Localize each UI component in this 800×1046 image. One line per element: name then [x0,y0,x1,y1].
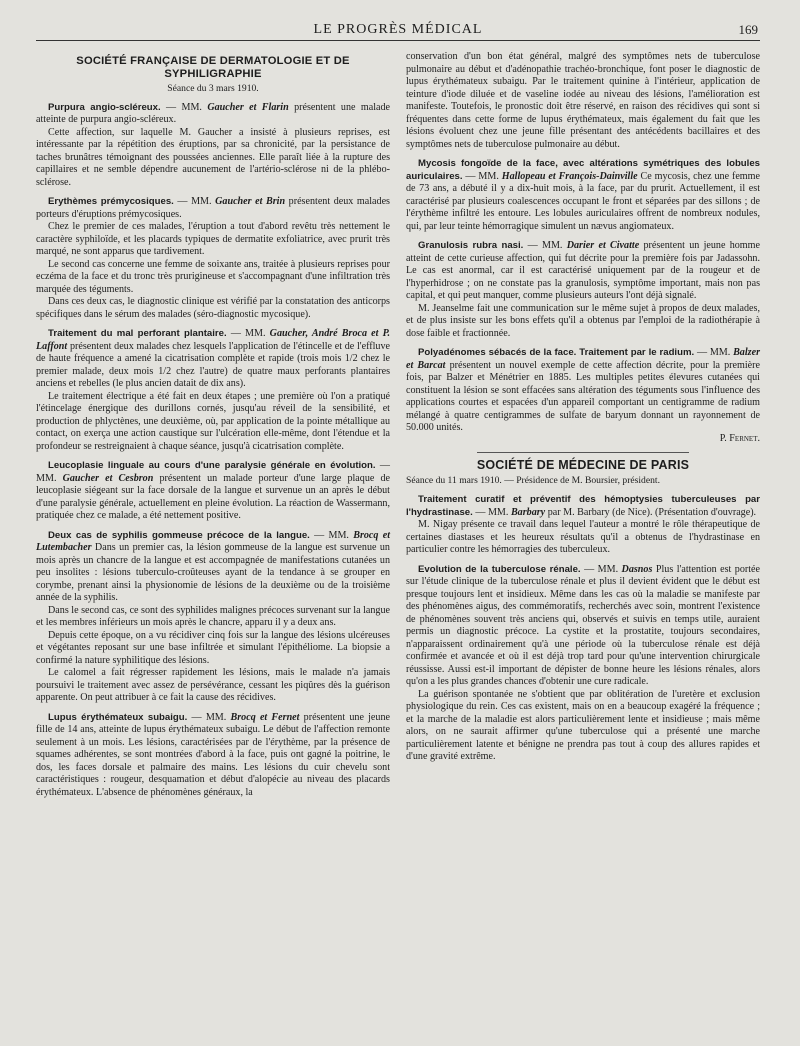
article-title: Leucoplasie linguale au cours d'une paralysie générale en évolution. [48,460,376,471]
article-paragraph: Erythèmes prémycosiques. — MM. Gaucher et Brin présentent deux malades porteurs d'éruptions prémycosiques. [36,196,390,220]
society-title: SOCIÉTÉ FRANÇAISE DE DERMATOLOGIE ET DE SYPHILIGRAPHIE [76,55,350,80]
article-paragraph: Deux cas de syphilis gommeuse précoce de la langue. — MM. Brocq et Lutembacher Dans un premier cas, la lésion gommeuse de la langue est survenue un mois après un chancre de la langue et est accompagnée de manifestations cutanées un peu insolites : lésions tuberculo-croûteuses ayant de la tendance à se grouper en corymbe, prenant ainsi la physionomie de lésions de la deuxième ou de la troisième année de la syphilis. [36,529,391,603]
paragraph-text: Dans le second cas, ce sont des syphilides malignes précoces survenant sur la langue et les membres inférieurs un mois après le chancre, apparu il y a deux ans. [36,604,390,628]
paragraph-text: Chez le premier de ces malades, l'éruption a tout d'abord revêtu très nettement le caractère syphiloïde, et les placards typiques de dermatite exfoliatrice, avec prurit très marqué, ne sont apparus que tardivement. [36,221,390,257]
article-entry [36,328,390,453]
continuation-text: conservation d'un bon état général, malgré des symptômes nets de tuberculose pulmonaire au début et d'adénopathie trachéo-bronchique, font poser le diagnostic de lupus érythémateux subaigu. Par le traitement quinine à l'intérieur, application de teinture d'iode diluée et de vaseline iodée au niveau des lésions, l'amélioration est manifeste. Toutefois, le pronostic doit être réservé, en raison des récidives qui sont si fréquentes dans cette forme de lupus érythémateux, mais également du fait que les lésions évoluent chez une jeune fille présentant des antécédents bacillaires et des symptômes nets de tuberculose pulmonaire au début. [406,51,760,150]
paragraph-text: présentent un nouvel exemple de cette affection décrite, pour la première fois, par Balzer et Ménétrier en 1885. Les multiples petites élevures cutanées qui constituent la lésion se sont effacées sans altération des téguments sous l'influence des applications courtes et espacées d'un appareil comportant un centigramme de radium mélangé à quatre centigrammes de sulfate de baryum donnant un rayonnement de 50.000 unités. [406,359,760,433]
session-date: Séance du 3 mars 1910. [167,83,259,94]
article-authors: Gaucher, André Broca et P. Laffont [36,328,390,352]
article-paragraph: Traitement du mal perforant plantaire. — MM. Gaucher, André Broca et P. Laffont présentent deux malades chez lesquels l'application de l'étincelle et de l'effluve de haute fréquence a amené la cicatrisation complète et rapide (trois mois 1/2 chez le premier malade, deux mois 1/2 chez l'autre) de quatre maux perforants plantaires anciens et rebelles (le plus ancien datait de dix ans). [36,328,391,389]
article-title: Lupus érythémateux subaigu. [48,711,188,723]
left-column [36,51,390,806]
article-paragraph [36,259,390,297]
paragraph-text: M. Jeanselme fait une communication sur le même sujet à propos de deux malades, et de plus insiste sur les bons effets qu'il a obtenus par l'emploi de la radiothérapie à dose faible et fractionnée. [406,302,760,339]
society2-title: SOCIÉTÉ DE MÉDECINE DE PARIS [476,458,690,472]
paragraph-text: présentent un jeune homme atteint de cette curieuse affection, qui fut décrite pour la première fois par Jadassohn. Le cas est anormal, car il est caractérisé uniquement par de la rougeur et de l'hyperhidrose ; on ne constate pas la granulosis, symptôme important, mais non pas capital, et qui peut manquer, comme plusieurs auteurs l'ont déjà signalé. [406,240,760,301]
article-authors: Hallopeau et François-Dainville [501,170,638,182]
right-entries-2 [406,494,760,764]
paragraph-text: Depuis cette époque, on a vu récidiver cinq fois sur la langue des lésions ulcéreuses et végétantes reposant sur une base infiltrée et simulant l'épithéliome. La biopsie a confirmé la nature syphilitique des lésions. [36,629,390,666]
article-paragraph [406,303,760,341]
article-entry [36,712,390,800]
right-column [406,51,760,806]
article-paragraph: Evolution de la tuberculose rénale. — MM. Dasnos Plus l'attention est portée sur l'étude clinique de la tuberculose rénale et plus il devient évident que le début est presque toujours lent et insidieux. Même dans les cas où la maladie se manifeste par des phénomènes aigus, des commémoratifs, recherchés avec soin, montrent l'existence de phénomènes souvent très anciens qui, observés et suivis en temps utile, auraient permis un diagnostic précoce. La cystite et la prostatite, toujours secondaires, n'apparaissent ordinairement qu'à une période où la tuberculose rénale est déjà confirmée et avancée et où il est déjà trop tard pour qu'une intervention chirurgicale réussisse. Aussi est-il important de dépister de bonne heure les lésions rénales, alors qu'on a les plus grandes chances d'obtenir une cure radicale. [406,563,761,687]
running-header [36,20,760,41]
article-paragraph [406,519,760,557]
article-paragraph: Purpura angio-scléreux. — MM. Gaucher et Flarin présentent une malade atteinte de purpura angio-scléreux. [36,101,391,125]
article-paragraph [36,127,390,190]
article-entry [36,530,390,705]
section-divider [477,452,689,453]
paragraph-text: Dans un premier cas, la lésion gommeuse de la langue est survenue un mois après un chancre de la langue et est accompagnée de manifestations cutanées un peu insolites : lésions tuberculo-croûteuses ayant de la tendance à se grouper en corymbe, prenant ainsi la physionomie de lésions de la deuxième ou de la troisième année de la syphilis. [36,542,390,603]
article-paragraph: Granulosis rubra nasi. — MM. Darier et Civatte présentent un jeune homme atteint de cette curieuse affection, qui fut décrite pour la première fois par Jadassohn. Le cas est anormal, car il est caractérisé uniquement par de la rougeur et de l'hyperhidrose ; on ne constate pas la granulosis, symptôme important, mais non pas capital, et qui peut manquer, comme plusieurs auteurs l'ont déjà signalé. [406,240,760,301]
article-title: Erythèmes prémycosiques. [48,196,174,207]
paragraph-text: La guérison spontanée ne s'obtient que par oblitération de l'uretère et exclusion physiologique du rein. Ces cas existent, mais on en a beaucoup exagéré la fréquence ; et la marche de la maladie est alors particulièrement lente et insidieuse ; mais même alors, on ne saurait affirmer qu'une tuberculose qui a présenté une marche particulièrement latente et bénigne ne prendra pas tout à coup des allures rapides et d'une gravité extrême. [406,688,760,762]
article-authors: Gaucher et Brin [215,196,286,207]
article-entry [36,102,390,190]
paragraph-text: présentent deux malades porteurs d'éruptions prémycosiques. [36,196,390,220]
article-title: Deux cas de syphilis gommeuse précoce de la langue. [48,529,310,541]
article-entry [406,347,760,445]
article-paragraph [36,605,390,630]
paragraph-text: présentent une malade atteinte de purpura angio-scléreux. [36,101,391,125]
continuation-paragraph [406,51,760,151]
paragraph-text: Le second cas concerne une femme de soixante ans, traitée à plusieurs reprises pour eczéma de la face et du tronc très prurigineuse et s'accompagnant d'une infiltration très marquée des téguments. [36,258,390,295]
paragraph-text: Ce mycosis, chez une femme de 73 ans, a débuté il y a dix-huit mois, à la face, par du prurit. Actuellement, il est caractérisé par plusieurs coalescences occupant le front et séparées par des sillons ; de l'érythème infiltré les entoure. Les lobules auriculaires offrent de nombreux nodules, qui, par leur teinte hémorragique simulent un nævus angiomateux. [406,170,760,232]
page-number: 169 [738,22,758,37]
article-authors: Barbary [510,506,546,518]
two-columns [36,51,760,806]
article-entry [406,240,760,340]
article-paragraph [36,630,390,668]
article-paragraph [36,296,390,321]
article-paragraph: Leucoplasie linguale au cours d'une paralysie générale en évolution. — MM. Gaucher et Cesbron présentent un malade porteur d'une large plaque de leucoplasie siégeant sur la face dorsale de la langue et survenue un an après le début d'une paralysie générale, actuellement en pleine évolution. La réaction de Wassermann, pratiquée chez ce malade, a été nettement positive. [36,460,391,521]
article-authors: Balzer et Barcat [406,347,760,371]
article-title: Traitement du mal perforant plantaire. [48,328,227,339]
article-paragraph: Lupus érythémateux subaigu. — MM. Brocq et Fernet présentent une jeune fille de 14 ans, atteinte de lupus érythémateux subaigu. Le début de l'affection remonte seulement à un mois. Les lésions, caractérisées par de l'érythème, par la présence de squames adhérentes, se sont montrées d'abord à la face, puis ont gagné la poitrine, le dos, les faces dorsale et palmaire des mains. Les lésions du cuir chevelu sont caractéristiques : rougeur, desquamation et début d'alopécie au niveau des placards érythémateux. L'absence de phénomènes généraux, la [36,711,390,798]
paragraph-text: Dans ces deux cas, le diagnostic clinique est vérifié par la constatation des anticorps spécifiques dans le sérum des malades (séro-diagnostic mycosique). [36,296,390,320]
article-paragraph: Traitement curatif et préventif des hémoptysies tuberculeuses par l'hydrastinase. — MM. Barbary par M. Barbary (de Nice). (Présentation d'ouvrage). [406,494,760,518]
paragraph-text: Le traitement électrique a été fait en deux étapes ; une première où l'on a pratiqué l'étincelage énergique des durillons cornés, jusqu'au réveil de la sensibilité, et production de phlyctènes, une deuxième, où, par application de la pointe métallique au contact, on exerça une action caustique sur l'ulcération elle-même, dont l'étendue et la profondeur se restreignaient à chaque séance, jusqu'à cicatrisation complète. [36,390,390,452]
left-entries [36,102,390,800]
article-authors: Brocq et Lutembacher [36,529,391,553]
article-authors: Brocq et Fernet [230,711,300,723]
article-authors: Gaucher et Flarin [207,101,289,113]
article-paragraph: Polyadénomes sébacés de la face. Traitement par le radium. — MM. Balzer et Barcat présentent un nouvel exemple de cette affection décrite, pour la première fois, par Balzer et Ménétrier en 1885. Les multiples petites élevures cutanées qui constituent la lésion se sont effacées sans altération des téguments sous l'influence des applications courtes et espacées d'un appareil comportant un centigramme de radium mélangé à quatre centigrammes de sulfate de baryum donnant un rayonnement de 50.000 unités. [406,347,760,433]
paragraph-text: M. Nigay présente ce travail dans lequel l'auteur a montré le rôle thérapeutique de certaines diastases et les heureux résultats qu'il a obtenus de l'hydrastinase en particulier contre les hémorragies des tuberculeux. [406,519,760,555]
article-entry [406,564,760,764]
paragraph-text: Plus l'attention est portée sur l'étude clinique de la tuberculose rénale et plus il devient évident que le début est presque toujours lent et insidieux. Même dans les cas où la maladie se manifeste par des phénomènes aigus, des commémoratifs, recherchés avec soin, montrent l'existence de phénomènes souvent très anciens qui, observés et suivis en temps utile, auraient permis un diagnostic précoce. La cystite et la prostatite, toujours secondaires, n'apparaissent ordinairement qu'à une période où la tuberculose rénale est déjà confirmée et avancée et où il est déjà trop tard pour qu'une intervention chirurgicale réussisse. Aussi est-il important de dépister de bonne heure les lésions rénales, alors qu'on a les plus grandes chances d'obtenir une cure radicale. [406,563,761,687]
article-authors: Darier et Civatte [566,240,640,251]
journal-title: LE PROGRÈS MÉDICAL [313,22,483,37]
article-entry [36,460,390,523]
paragraph-text: Cette affection, sur laquelle M. Gaucher a insisté à plusieurs reprises, est intéressante par la répétition des éruptions, par sa chronicité, par la persistance de taches brunâtres témoignant des poussées anciennes. Elle paraît liée à la rupture des capillaires et ne semble dépendre aucunement de l'artério-sclérose ni de la phlébo-sclérose. [36,126,390,188]
right-entries [406,158,760,445]
article-entry [406,494,760,557]
article-paragraph [36,391,390,454]
article-paragraph [406,689,760,764]
paragraph-text: présentent une jeune fille de 14 ans, atteinte de lupus érythémateux subaigu. Le début de l'affection remonte seulement à un mois. Les lésions, caractérisées par de l'érythème, par la présence de squames adhérentes, se sont montrées d'abord à la face, puis ont gagné la poitrine, le dos, les faces dorsale et palmaire des mains. Les lésions du cuir chevelu sont caractéristiques : rougeur, desquamation et début d'alopécie au niveau des placards érythémateux. L'absence de phénomènes généraux, la [36,711,390,798]
paragraph-text: présentent un malade porteur d'une large plaque de leucoplasie siégeant sur la face dorsale de la langue et survenue un an après le début d'une paralysie générale, actuellement en pleine évolution. La réaction de Wassermann, pratiquée chez ce malade, a été nettement positive. [36,472,391,521]
article-paragraph: Mycosis fongoïde de la face, avec altérations symétriques des lobules auriculaires. — MM. Hallopeau et François-Dainville Ce mycosis, chez une femme de 73 ans, a débuté il y a dix-huit mois, à la face, par du prurit. Actuellement, il est caractérisé par plusieurs coalescences occupant le front et séparées par des sillons ; de l'érythème infiltré les entoure. Les lobules auriculaires offrent de nombreux nodules, qui, par leur teinte hémorragique simulent un nævus angiomateux. [406,158,760,232]
session2-info: Séance du 11 mars 1910. — Présidence de M. Boursier, président. [406,474,660,486]
paragraph-text: par M. Barbary (de Nice). (Présentation d'ouvrage). [547,506,757,518]
paragraph-text: Le calomel a fait régresser rapidement les lésions, mais le malade n'a jamais poursuivi le traitement avec assez de persévérance, cessant les piqûres dès la guérison apparente. On peut attribuer à ce fait la cause des récidives. [36,667,390,703]
article-title: Mycosis fongoïde de la face, avec altérations symétriques des lobules auriculaires. [406,158,760,182]
paragraph-text: présentent deux malades chez lesquels l'application de l'étincelle et de l'effluve de haute fréquence a amené la cicatrisation complète et rapide (trois mois 1/2 chez le premier malade, deux mois 1/2 chez l'autre) de quatre maux perforants plantaires anciens et rebelles (le plus ancien datait de dix ans). [36,340,391,389]
article-title: Evolution de la tuberculose rénale. [418,563,581,575]
article-entry [36,196,390,321]
author-signature: P. Fernet. [719,432,760,444]
article-authors: Gaucher et Cesbron [62,472,154,484]
article-title: Polyadénomes sébacés de la face. Traitement par le radium. [418,347,695,358]
article-title: Traitement curatif et préventif des hémoptysies tuberculeuses par l'hydrastinase. [406,494,760,518]
article-title: Purpura angio-scléreux. [48,101,161,113]
article-paragraph [36,221,390,259]
article-title: Granulosis rubra nasi. [418,240,524,251]
article-entry [406,158,760,233]
article-paragraph [36,667,390,705]
article-authors: Dasnos [621,563,653,575]
